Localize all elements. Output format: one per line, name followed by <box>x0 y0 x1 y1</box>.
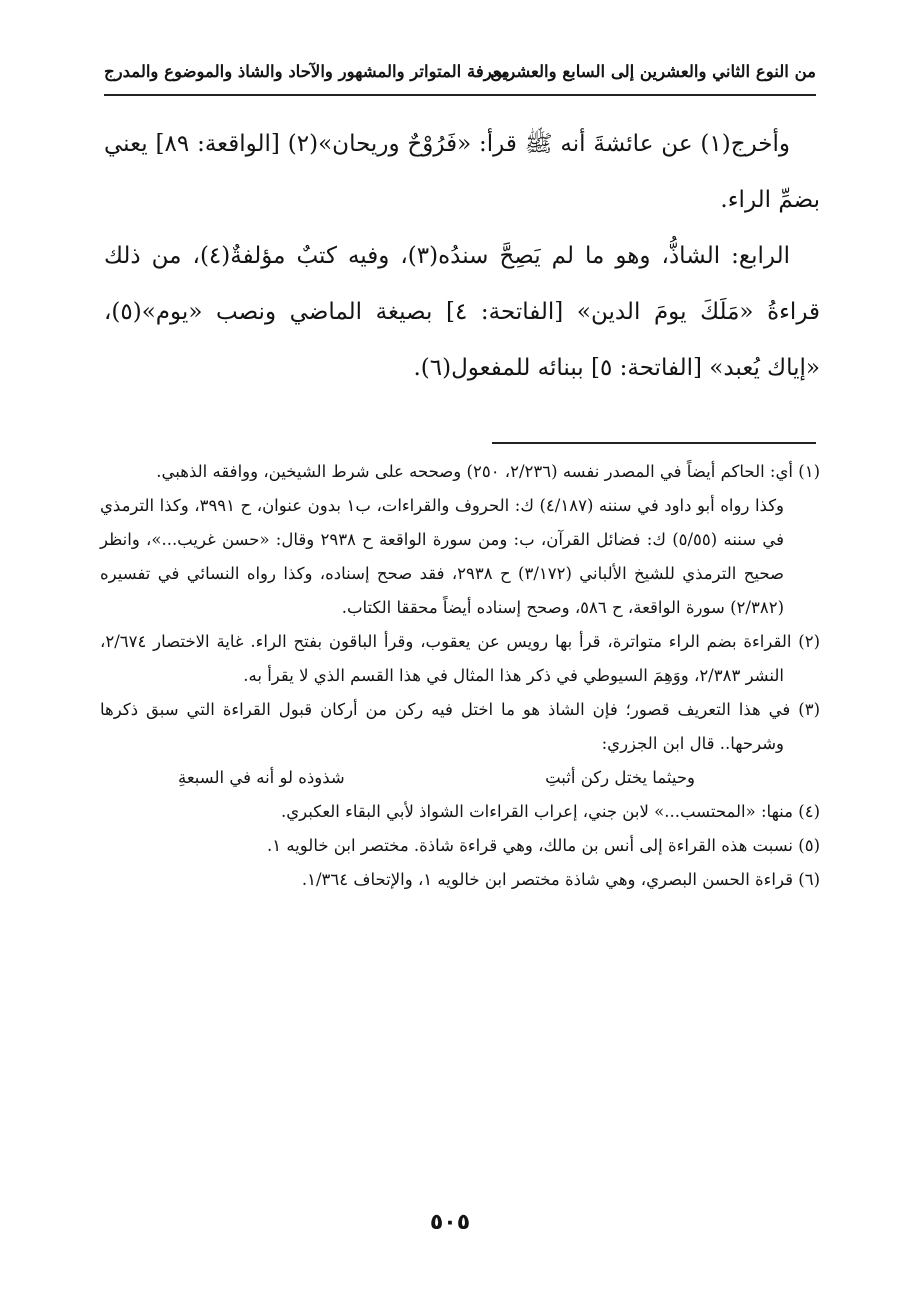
paragraph-aisha-reading: وأخرج(١) عن عائشةَ أنه ﷺ قرأ: «فَرُوْحٌ وريحان»(٢) [الواقعة: ٨٩] يعني بضمِّ الراء. <box>104 131 820 213</box>
footnote-6: (٦) قراءة الحسن البصري، وهي شاذة مختصر ابن خالويه ١، والإتحاف ١/٣٦٤. <box>301 870 820 889</box>
footnote-1-continuation: وكذا رواه أبو داود في سننه (٤/١٨٧) ك: الحروف والقراءات، ب١ بدون عنوان، ح ٣٩٩١، وكذا الترمذي في سننه (٥/٥٥) ك: فضائل القرآن، ب: ومن سورة الواقعة ح ٢٩٣٨ وقال: «حسن غريب...»، وانظر صحيح الترمذي للشيخ الألباني (٣/١٧٢) ح ٢٩٣٨، فقد صحح إسناده، وكذا رواه النسائي في تفسيره (٢/٣٨٢) سورة الواقعة، ح ٥٨٦، وصحح إسناده أيضاً محققا الكتاب. <box>100 496 785 617</box>
header-chapter-range: من النوع الثاني والعشرين إلى السابع والعشرين <box>490 62 816 81</box>
footnote-1: (١) أي: الحاكم أيضاً في المصدر نفسه (٢/٢٣٦، ٢٥٠) وصححه على شرط الشيخين، ووافقه الذهبي. <box>156 462 820 481</box>
running-header <box>104 54 816 96</box>
footnotes <box>100 455 820 897</box>
poetry-verse <box>100 761 820 795</box>
footnote-2: (٢) القراءة بضم الراء متواترة، قرأ بها رويس عن يعقوب، وقرأ الباقون بفتح الراء. غاية الاختصار ٢/٦٧٤، النشر ٢/٣٨٣، ووَهِمَ السيوطي في ذكر هذا المثال في هذا القسم الذي لا يقرأ به. <box>100 632 820 685</box>
footnote-separator <box>492 442 816 444</box>
footnote-5: (٥) نسبت هذه القراءة إلى أنس بن مالك، وهي قراءة شاذة. مختصر ابن خالويه ١. <box>266 836 820 855</box>
header-chapter-title: معرفة المتواتر والمشهور والآحاد والشاذ والموضوع والمدرج <box>104 62 510 81</box>
page-number: ٥٠٥ <box>429 1210 471 1235</box>
verse-second-hemistich: شذوذه لو أنه في السبعةِ <box>178 768 345 787</box>
main-text <box>104 116 820 396</box>
footnote-3: (٣) في هذا التعريف قصور؛ فإن الشاذ هو ما اختل فيه ركن من أركان قبول القراءة التي سبق ذكرها وشرحها.. قال ابن الجزري: <box>100 700 820 753</box>
verse-first-hemistich: وحيثما يختل ركن أثبتِ <box>545 768 695 787</box>
paragraph-shadh-definition: الرابع: الشاذُّ، وهو ما لم يَصِحَّ سندُه(٣)، وفيه كتبٌ مؤلفةٌ(٤)، من ذلك قراءةُ «مَلَكَ يومَ الدين» [الفاتحة: ٤] بصيغة الماضي ونصب «يوم»(٥)، «إياك يُعبد» [الفاتحة: ٥] ببنائه للمفعول(٦). <box>104 243 821 381</box>
footnote-4: (٤) منها: «المحتسب...» لابن جني، إعراب القراءات الشواذ لأبي البقاء العكبري. <box>280 802 820 821</box>
